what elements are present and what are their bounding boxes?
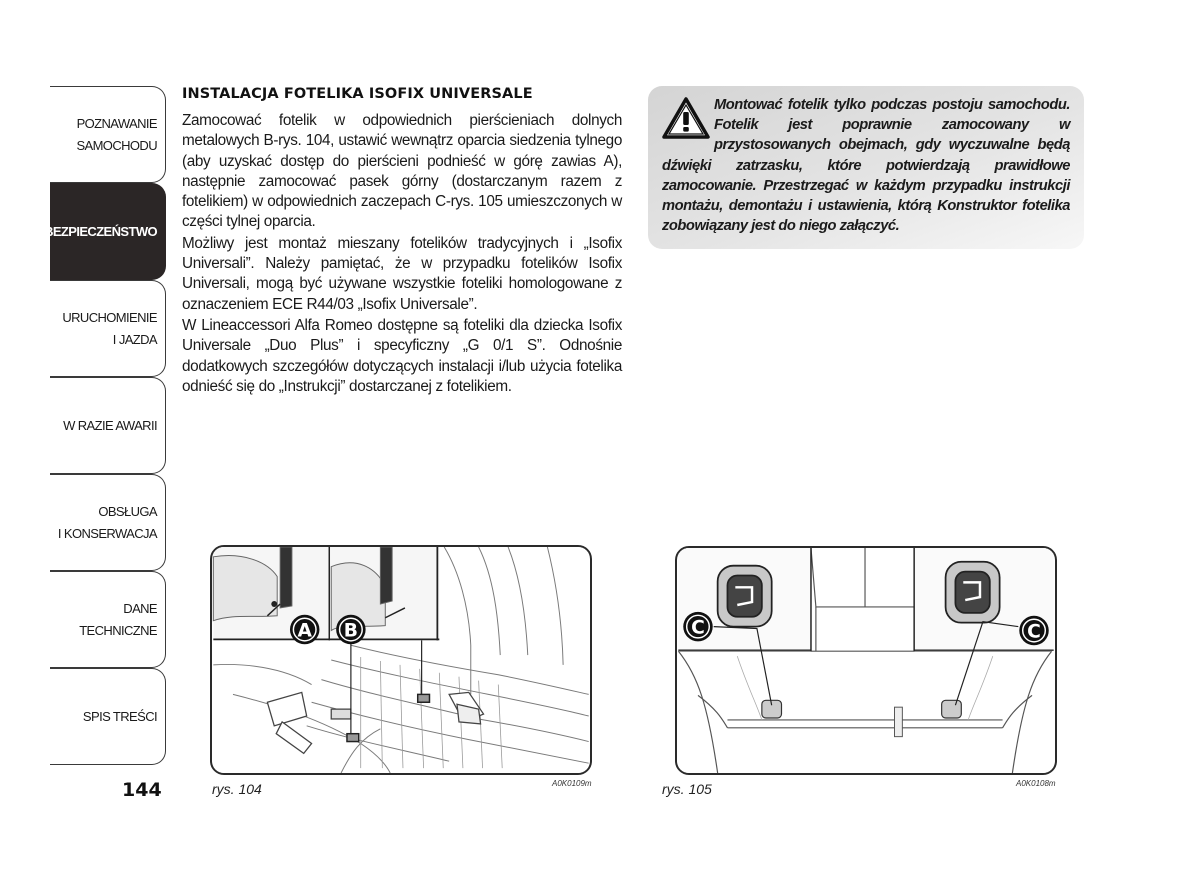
isofix-seat-illustration bbox=[212, 547, 590, 773]
svg-text:A: A bbox=[297, 620, 312, 642]
tab-dane-techniczne[interactable]: DANE TECHNICZNE bbox=[50, 571, 166, 668]
svg-text:B: B bbox=[343, 620, 359, 642]
paragraph-1: Zamocować fotelik w odpowiednich pierścieniach dolnych metalowych B-rys. 104, ustawić wewnątrz oparcia siedzenia tylnego (aby uzyskać dostęp do pierścieni podnieść w górę zawias A), następnie zamocować pasek górny (dostarczanym razem z fotelikiem) w odpowiednich zaczepach C-rys. 105 umieszczonych w części tylnej oparcia. bbox=[182, 112, 622, 231]
figure-104-isofix-anchors bbox=[210, 545, 592, 775]
section-heading: INSTALACJA FOTELIKA ISOFIX UNIVERSALE bbox=[182, 86, 533, 102]
label-c-left bbox=[683, 612, 712, 641]
figure-105-caption: rys. 105 bbox=[662, 781, 712, 797]
label-a bbox=[290, 615, 319, 644]
warning-text: Montować fotelik tylko podczas postoju samochodu. Fotelik jest poprawnie zamocowany w przystosowanych obejmach, gdy wyczuwalne będą dźwięki zatrzasku, które potwierdzają prawidłowe zamocowanie. Przestrzegać w każdym przypadku instrukcji montażu, demontażu i ustawienia, którą Konstruktor fotelika zobowiązany jest do niego załączyć. bbox=[662, 97, 1070, 235]
paragraph-3: W Lineaccessori Alfa Romeo dostępne są foteliki dla dziecka Isofix Universale „Duo Plus” i specyficzny „G 0/1 S”. Odnośnie dodatkowych szczegółów dotyczących instalacji i/lub użycia fotelika odnieść się do „Instrukcji” dostarczanej z fotelikiem. bbox=[182, 316, 622, 395]
figure-105-code: A0K0108m bbox=[1016, 779, 1056, 788]
tab-bezpieczenstwo[interactable]: BEZPIECZEŃSTWO bbox=[50, 183, 166, 280]
svg-text:C: C bbox=[691, 617, 705, 639]
label-c-right bbox=[1019, 616, 1048, 645]
warning-box bbox=[648, 86, 1084, 249]
main-text-column bbox=[182, 86, 622, 397]
paragraph-2: Możliwy jest montaż mieszany fotelików tradycyjnych i „Isofix Universali”. Należy pamiętać, że w przypadku fotelików Isofix Universali, mogą być używane wszystkie foteliki homologowane z oznaczeniem ECE R44/03 „Isofix Universale”. bbox=[182, 234, 622, 313]
tab-w-razie-awarii[interactable]: W RAZIE AWARII bbox=[50, 377, 166, 474]
warning-triangle-icon bbox=[662, 97, 710, 139]
figure-105-tether-anchors bbox=[675, 546, 1057, 775]
tab-spis-tresci[interactable]: SPIS TREŚCI bbox=[50, 668, 166, 765]
tab-poznawanie-samochodu[interactable]: POZNAWANIE SAMOCHODU bbox=[50, 86, 166, 183]
label-b bbox=[336, 615, 365, 644]
tab-obsluga-i-konserwacja[interactable]: OBSŁUGA I KONSERWACJA bbox=[50, 474, 166, 571]
page-number: 144 bbox=[122, 779, 162, 801]
rear-anchor-illustration bbox=[677, 548, 1055, 773]
figure-104-caption: rys. 104 bbox=[212, 781, 262, 797]
tab-uruchomienie-i-jazda[interactable]: URUCHOMIENIE I JAZDA bbox=[50, 280, 166, 377]
svg-text:C: C bbox=[1027, 621, 1041, 643]
figure-104-code: A0K0109m bbox=[552, 779, 592, 788]
chapter-tabs bbox=[44, 86, 166, 765]
